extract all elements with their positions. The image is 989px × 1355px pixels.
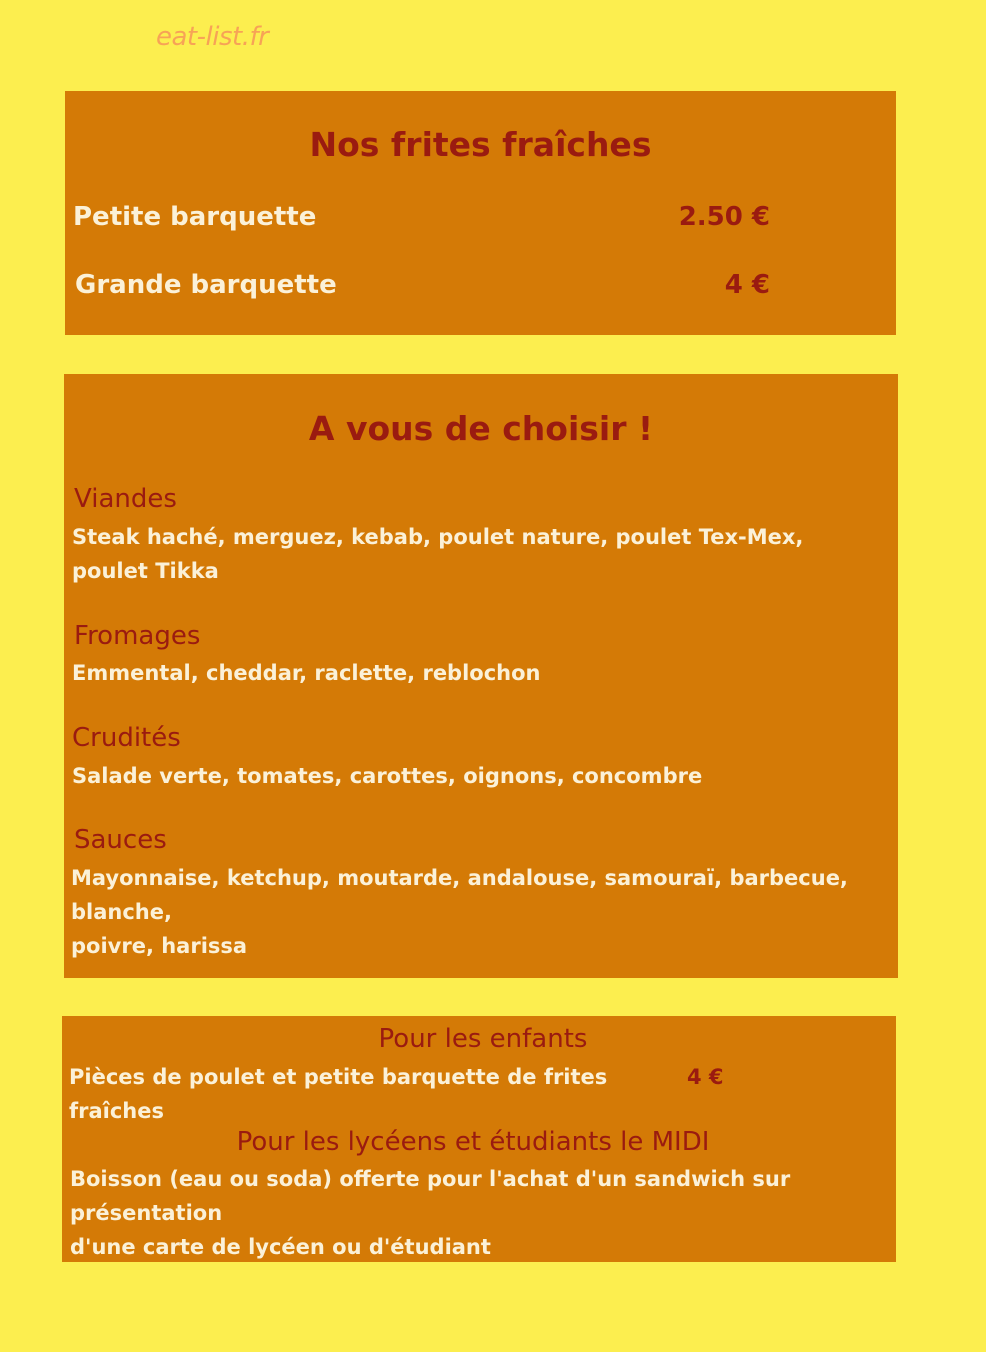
category-items-viandes <box>72 520 872 588</box>
frites-panel <box>65 91 896 335</box>
category-title-fromages: Fromages <box>74 621 201 651</box>
category-items-sauces <box>71 861 897 963</box>
frites-title: Nos frites fraîches <box>309 125 652 164</box>
petite-barquette-price: 2.50 € <box>678 202 770 232</box>
enfants-title: Pour les enfants <box>378 1024 588 1054</box>
etudiants-title: Pour les lycéens et étudiants le MIDI <box>236 1127 710 1157</box>
crudites-line-1: Salade verte, tomates, carottes, oignons, concombre <box>72 764 703 788</box>
watermark: eat-list.fr <box>156 22 269 52</box>
sauces-line-1: Mayonnaise, ketchup, moutarde, andalouse, samouraï, barbecue, blanche, <box>71 866 848 924</box>
category-title-viandes: Viandes <box>74 484 177 514</box>
sauces-line-2: poivre, harissa <box>71 934 248 958</box>
petite-barquette-label: Petite barquette <box>73 202 317 232</box>
grande-barquette-label: Grande barquette <box>75 270 337 300</box>
etudiants-text <box>70 1162 892 1264</box>
category-title-sauces: Sauces <box>74 825 167 855</box>
viandes-line-1: Steak haché, merguez, kebab, poulet nature, poulet Tex-Mex, <box>72 525 804 549</box>
enfants-price: 4 € <box>687 1065 724 1089</box>
choix-title: A vous de choisir ! <box>308 409 654 448</box>
category-items-crudites <box>72 759 872 793</box>
offres-panel <box>62 1016 896 1262</box>
category-items-fromages <box>72 656 872 690</box>
grande-barquette-price: 4 € <box>724 270 770 300</box>
choix-panel <box>64 374 898 978</box>
category-title-crudites: Crudités <box>72 723 181 753</box>
enfants-item: Pièces de poulet et petite barquette de frites fraîches <box>69 1065 608 1123</box>
fromages-line-1: Emmental, cheddar, raclette, reblochon <box>72 661 541 685</box>
etudiants-line-2: d'une carte de lycéen ou d'étudiant <box>70 1235 491 1259</box>
viandes-line-2: poulet Tikka <box>72 559 219 583</box>
etudiants-line-1: Boisson (eau ou soda) offerte pour l'achat d'un sandwich sur présentation <box>70 1167 791 1225</box>
